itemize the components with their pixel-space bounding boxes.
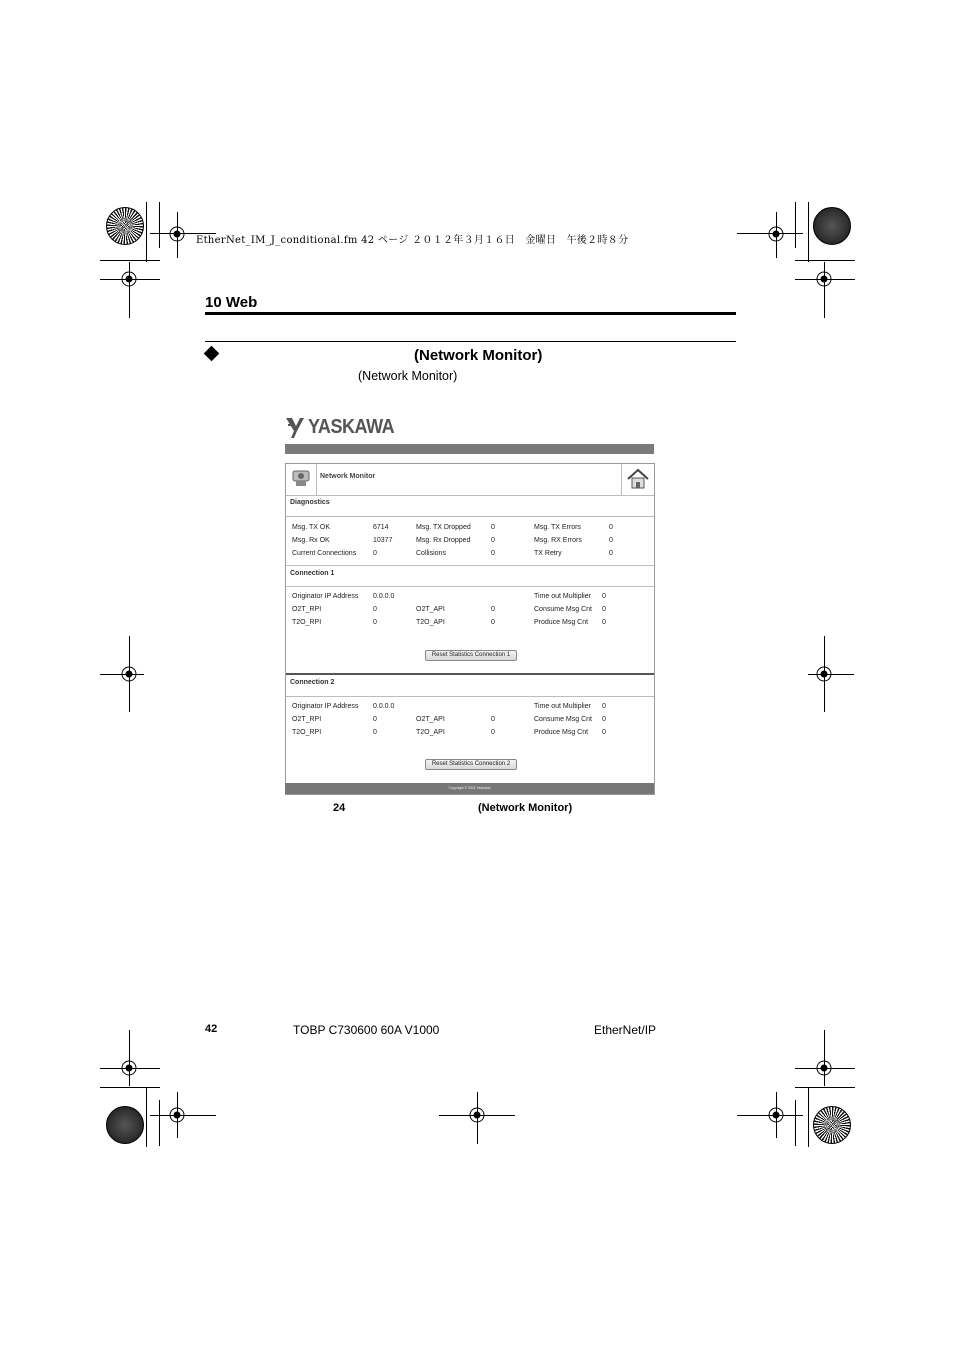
connection-1-header: Connection 1 xyxy=(290,570,335,577)
figure-caption: (Network Monitor) xyxy=(478,802,573,814)
section-rule xyxy=(205,312,736,315)
table-cell: Time out Multiplier xyxy=(534,703,591,710)
table-cell: 0 xyxy=(373,716,377,723)
table-cell: 0 xyxy=(491,716,495,723)
diamond-bullet-icon xyxy=(204,346,220,362)
connection-2-header: Connection 2 xyxy=(290,679,335,686)
registration-mark xyxy=(815,665,833,683)
figure-number: 24 xyxy=(333,802,346,814)
table-cell: TX Retry xyxy=(534,550,562,557)
color-bar-disc xyxy=(813,1106,851,1144)
table-cell: 0 xyxy=(609,550,613,557)
table-cell: Consume Msg Cnt xyxy=(534,606,592,613)
registration-mark xyxy=(168,225,186,243)
table-cell: T2O_RPI xyxy=(292,729,322,736)
registration-mark xyxy=(168,1106,186,1124)
registration-mark xyxy=(767,1106,785,1124)
reset-connection-2-button[interactable]: Reset Statistics Connection 2 xyxy=(425,759,517,770)
table-cell: 0 xyxy=(602,606,606,613)
table-cell: Produce Msg Cnt xyxy=(534,619,589,626)
table-cell: 0 xyxy=(491,619,495,626)
table-cell: 0 xyxy=(491,606,495,613)
table-cell: 0 xyxy=(491,550,495,557)
table-cell: 0 xyxy=(602,619,606,626)
page-number: 42 xyxy=(205,1023,218,1035)
print-file-info: EtherNet_IM_J_conditional.fm 42 ページ ２０１２年３月１６日 金曜日 午後２時８分 xyxy=(196,235,629,246)
table-cell: 0 xyxy=(491,729,495,736)
table-cell: 0 xyxy=(602,593,606,600)
table-cell: 0 xyxy=(602,729,606,736)
table-cell: Consume Msg Cnt xyxy=(534,716,592,723)
registration-mark xyxy=(767,225,785,243)
table-cell: O2T_API xyxy=(416,716,445,723)
registration-mark xyxy=(468,1106,486,1124)
header-bar xyxy=(285,444,654,454)
table-cell: 0 xyxy=(491,537,495,544)
table-cell: Msg. TX Dropped xyxy=(416,524,471,531)
color-bar-disc xyxy=(106,1106,144,1144)
table-cell: 0 xyxy=(373,729,377,736)
table-cell: T2O_API xyxy=(416,729,445,736)
product-name: EtherNet/IP xyxy=(594,1023,657,1037)
table-cell: T2O_RPI xyxy=(292,619,322,626)
table-cell: Msg. TX Errors xyxy=(534,524,581,531)
table-cell: 6714 xyxy=(373,524,389,531)
table-cell: O2T_API xyxy=(416,606,445,613)
table-cell: 0.0.0.0 xyxy=(373,703,395,710)
table-cell: Msg. TX OK xyxy=(292,524,330,531)
registration-mark xyxy=(120,270,138,288)
table-cell: 0 xyxy=(602,716,606,723)
table-cell: 0 xyxy=(491,524,495,531)
table-cell: Msg. Rx OK xyxy=(292,537,330,544)
table-cell: 0 xyxy=(373,606,377,613)
document-number: TOBP C730600 60A V1000 xyxy=(293,1023,440,1037)
table-cell: Originator IP Address xyxy=(292,593,359,600)
color-bar-disc xyxy=(813,207,851,245)
diagnostics-header: Diagnostics xyxy=(290,499,330,506)
table-cell: 0 xyxy=(373,550,377,557)
copyright-bar: Copyright © 2011 Yaskawa xyxy=(285,783,654,794)
network-icon xyxy=(289,467,314,491)
registration-mark xyxy=(815,1059,833,1077)
subsection-rule xyxy=(205,341,736,342)
table-cell: Originator IP Address xyxy=(292,703,359,710)
table-cell: 0 xyxy=(609,537,613,544)
page-title: Network Monitor xyxy=(320,473,376,480)
table-cell: Current Connections xyxy=(292,550,357,557)
yaskawa-logo xyxy=(285,413,404,441)
registration-mark xyxy=(120,665,138,683)
network-monitor-panel xyxy=(285,463,655,795)
home-icon[interactable] xyxy=(625,467,651,491)
yaskawa-logo-icon xyxy=(285,415,305,439)
logo-text: YASKAWA xyxy=(308,415,395,438)
color-bar-disc xyxy=(106,207,144,245)
table-cell: Produce Msg Cnt xyxy=(534,729,589,736)
table-cell: Time out Multiplier xyxy=(534,593,591,600)
registration-mark xyxy=(815,270,833,288)
table-cell: O2T_RPI xyxy=(292,606,322,613)
subsection-text: (Network Monitor) xyxy=(358,369,458,383)
registration-mark xyxy=(120,1059,138,1077)
table-cell: 0.0.0.0 xyxy=(373,593,395,600)
table-cell: T2O_API xyxy=(416,619,445,626)
table-cell: 10377 xyxy=(373,537,393,544)
table-cell: O2T_RPI xyxy=(292,716,322,723)
table-cell: 0 xyxy=(373,619,377,626)
table-cell: 0 xyxy=(609,524,613,531)
reset-connection-1-button[interactable]: Reset Statistics Connection 1 xyxy=(425,650,517,661)
subsection-title: (Network Monitor) xyxy=(414,347,543,364)
table-cell: Collisions xyxy=(416,550,446,557)
table-cell: 0 xyxy=(602,703,606,710)
section-title: 10 Web xyxy=(205,294,258,311)
table-cell: Msg. RX Errors xyxy=(534,537,582,544)
table-cell: Msg. Rx Dropped xyxy=(416,537,471,544)
